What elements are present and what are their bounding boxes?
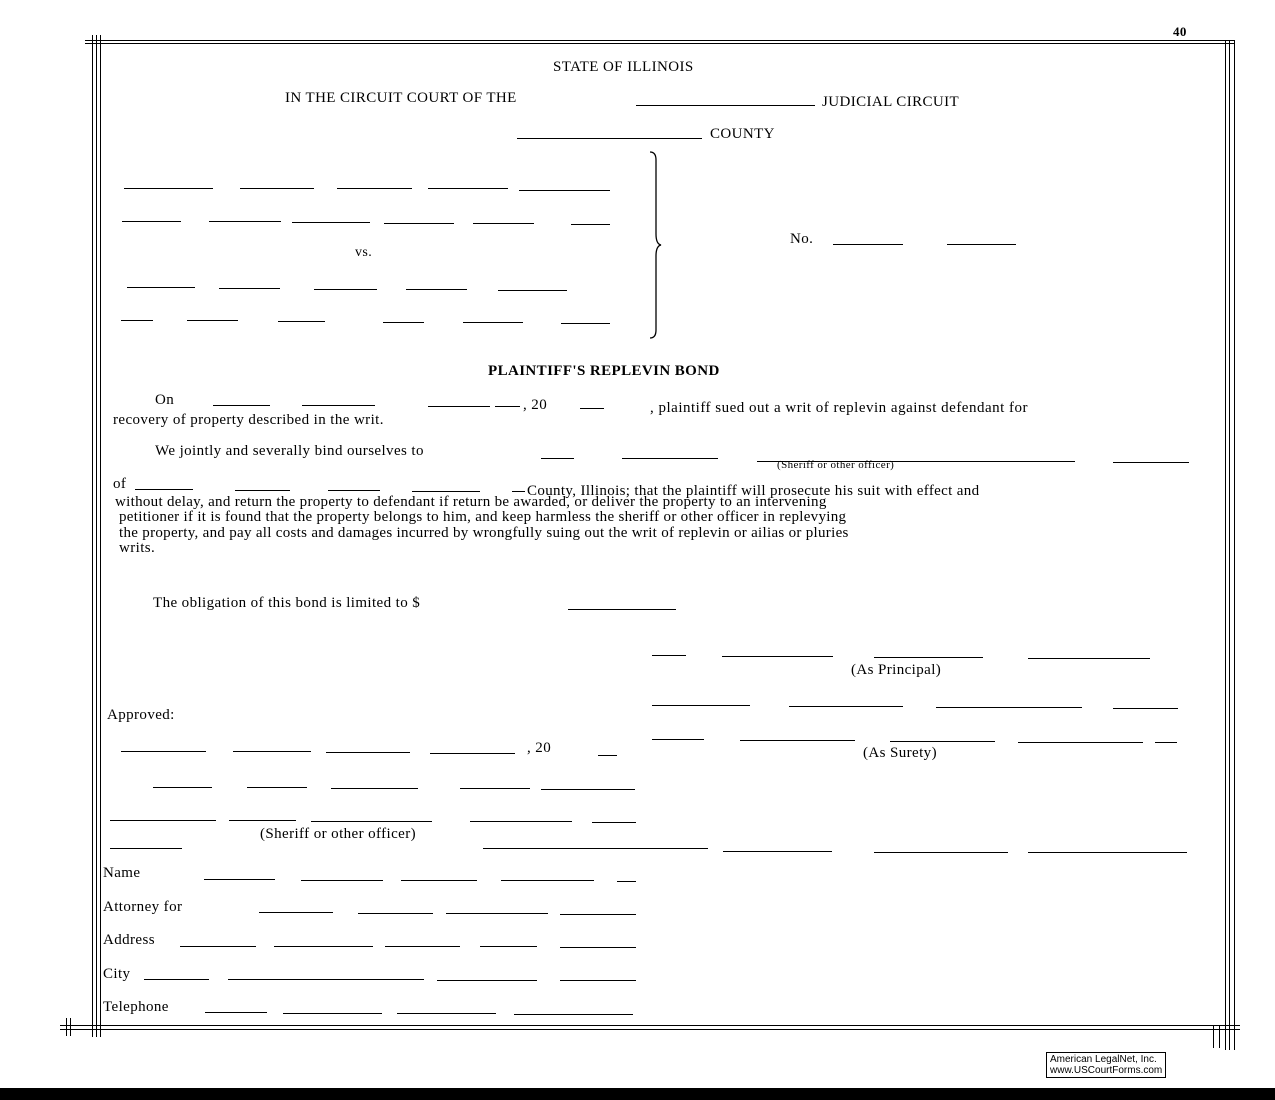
blank-line bbox=[219, 288, 280, 289]
blank-line bbox=[501, 880, 594, 881]
blank-line bbox=[561, 323, 610, 324]
blank-line bbox=[1113, 708, 1178, 709]
blank-line bbox=[122, 221, 181, 222]
blank-line bbox=[135, 489, 193, 490]
city-label: City bbox=[103, 966, 131, 982]
sheriff-signature-caption: (Sheriff or other officer) bbox=[260, 826, 417, 842]
blank-line bbox=[617, 881, 636, 882]
border-rule bbox=[1234, 40, 1235, 1050]
blank-line bbox=[144, 979, 209, 980]
blank-line bbox=[337, 188, 412, 189]
blank-line bbox=[278, 321, 325, 322]
court-suffix: JUDICIAL CIRCUIT bbox=[822, 94, 960, 110]
blank-line bbox=[283, 1013, 382, 1014]
blank-line bbox=[571, 224, 610, 225]
on-label: On bbox=[155, 392, 175, 408]
publisher-url: www.USCourtForms.com bbox=[1050, 1065, 1163, 1076]
blank-line bbox=[541, 458, 574, 459]
blank-line bbox=[622, 458, 718, 459]
document-title: PLAINTIFF'S REPLEVIN BOND bbox=[488, 363, 720, 379]
blank-line bbox=[187, 320, 238, 321]
sued-text: , plaintiff sued out a writ of replevin against defendant for bbox=[650, 400, 1029, 416]
blank-line bbox=[560, 947, 636, 948]
blank-line bbox=[1113, 462, 1189, 463]
condition-line-2: petitioner if it is found that the property belongs to him, and keep harmless the sheriff or other officer in replevying bbox=[119, 509, 847, 525]
blank-line bbox=[652, 655, 686, 656]
blank-line bbox=[228, 979, 424, 980]
blank-line bbox=[446, 913, 548, 914]
blank-line bbox=[598, 755, 617, 756]
border-rule bbox=[1225, 40, 1226, 1050]
county-text: County, Illinois; that the plaintiff will prosecute his suit with effect and bbox=[527, 483, 980, 499]
blank-line bbox=[412, 491, 480, 492]
blank-line bbox=[153, 787, 212, 788]
border-rule bbox=[100, 35, 101, 1037]
blank-line bbox=[560, 914, 636, 915]
state-heading: STATE OF ILLINOIS bbox=[553, 59, 694, 75]
blank-line bbox=[204, 879, 275, 880]
condition-line-1: without delay, and return the property to defendant if return be awarded, or deliver the property to an intervening bbox=[115, 494, 827, 510]
blank-line bbox=[326, 752, 410, 753]
blank-line bbox=[110, 848, 182, 849]
blank-line bbox=[384, 223, 454, 224]
blank-line bbox=[874, 657, 983, 658]
blank-line bbox=[85, 43, 1235, 44]
sheriff-caption: (Sheriff or other officer) bbox=[777, 459, 895, 471]
blank-line bbox=[512, 491, 525, 492]
blank-line bbox=[60, 1025, 1240, 1026]
blank-line bbox=[936, 707, 1082, 708]
blank-line bbox=[358, 913, 433, 914]
blank-line bbox=[498, 290, 567, 291]
blank-line bbox=[301, 880, 383, 881]
blank-line bbox=[331, 788, 418, 789]
border-rule bbox=[1213, 1025, 1214, 1048]
blank-line bbox=[1028, 658, 1150, 659]
name-label: Name bbox=[103, 865, 141, 881]
blank-line bbox=[437, 980, 537, 981]
publisher-credit bbox=[1046, 1052, 1166, 1078]
blank-line bbox=[229, 820, 296, 821]
blank-line bbox=[205, 1012, 267, 1013]
blank-line bbox=[517, 138, 702, 139]
border-rule bbox=[70, 1018, 71, 1036]
county-label: COUNTY bbox=[710, 126, 775, 142]
blank-line bbox=[1028, 852, 1187, 853]
blank-line bbox=[401, 880, 477, 881]
case-number-label: No. bbox=[790, 231, 814, 247]
border-rule bbox=[1229, 40, 1230, 1050]
blank-line bbox=[110, 820, 216, 821]
blank-line bbox=[259, 912, 333, 913]
condition-line-3: the property, and pay all costs and damages incurred by wrongfully suing out the writ of replevin or ailias or pluries bbox=[119, 525, 849, 541]
approved-label: Approved: bbox=[107, 707, 175, 723]
scan-edge-bar bbox=[0, 1088, 1275, 1100]
blank-line bbox=[430, 753, 515, 754]
blank-line bbox=[60, 1029, 1240, 1030]
blank-line bbox=[121, 320, 153, 321]
blank-line bbox=[652, 705, 750, 706]
blank-line bbox=[121, 751, 206, 752]
of-label: of bbox=[113, 476, 127, 492]
blank-line bbox=[463, 322, 523, 323]
blank-line bbox=[85, 40, 1235, 41]
telephone-label: Telephone bbox=[103, 999, 169, 1015]
vs-label: vs. bbox=[355, 245, 373, 260]
blank-line bbox=[460, 788, 530, 789]
blank-line bbox=[652, 739, 704, 740]
blank-line bbox=[385, 946, 460, 947]
blank-line bbox=[592, 822, 636, 823]
blank-line bbox=[383, 322, 424, 323]
blank-line bbox=[328, 490, 380, 491]
blank-line bbox=[302, 405, 375, 406]
blank-line bbox=[514, 1014, 633, 1015]
blank-line bbox=[473, 223, 534, 224]
blank-line bbox=[127, 287, 195, 288]
approval-year-label: , 20 bbox=[527, 740, 552, 756]
blank-line bbox=[240, 188, 314, 189]
border-rule bbox=[92, 35, 93, 1037]
condition-line-4: writs. bbox=[119, 540, 156, 556]
blank-line bbox=[480, 946, 537, 947]
blank-line bbox=[636, 105, 815, 106]
blank-line bbox=[292, 222, 370, 223]
blank-line bbox=[470, 821, 572, 822]
blank-line bbox=[541, 789, 635, 790]
blank-line bbox=[833, 244, 903, 245]
blank-line bbox=[314, 289, 377, 290]
blank-line bbox=[428, 406, 490, 407]
blank-line bbox=[560, 980, 636, 981]
page-number: 40 bbox=[1173, 24, 1187, 39]
blank-line bbox=[890, 741, 995, 742]
blank-line bbox=[568, 609, 676, 610]
blank-line bbox=[180, 946, 256, 947]
blank-line bbox=[1018, 742, 1143, 743]
blank-line bbox=[209, 221, 281, 222]
blank-line bbox=[274, 946, 373, 947]
blank-line bbox=[233, 751, 311, 752]
blank-line bbox=[1155, 742, 1177, 743]
blank-line bbox=[723, 851, 832, 852]
court-prefix: IN THE CIRCUIT COURT OF THE bbox=[285, 90, 517, 106]
blank-line bbox=[483, 848, 708, 849]
obligation-text: The obligation of this bond is limited to $ bbox=[153, 595, 421, 611]
recovery-text: recovery of property described in the writ. bbox=[113, 412, 384, 428]
bind-text: We jointly and severally bind ourselves to bbox=[155, 443, 424, 459]
blank-line bbox=[495, 406, 520, 407]
blank-line bbox=[428, 188, 508, 189]
blank-line bbox=[235, 490, 290, 491]
attorney-for-label: Attorney for bbox=[103, 899, 183, 915]
border-rule bbox=[1219, 1025, 1220, 1048]
publisher-name: American LegalNet, Inc. bbox=[1050, 1054, 1157, 1065]
blank-line bbox=[124, 188, 213, 189]
blank-line bbox=[947, 244, 1016, 245]
blank-line bbox=[789, 706, 903, 707]
blank-line bbox=[580, 408, 604, 409]
border-rule bbox=[96, 35, 97, 1037]
blank-line bbox=[722, 656, 833, 657]
blank-line bbox=[247, 787, 307, 788]
blank-line bbox=[519, 190, 610, 191]
as-principal-caption: (As Principal) bbox=[851, 662, 942, 678]
year-label: , 20 bbox=[523, 397, 548, 413]
blank-line bbox=[740, 740, 855, 741]
caption-brace bbox=[648, 150, 662, 342]
address-label: Address bbox=[103, 932, 155, 948]
blank-line bbox=[213, 405, 270, 406]
blank-line bbox=[406, 289, 467, 290]
border-rule bbox=[66, 1018, 67, 1036]
blank-line bbox=[397, 1013, 496, 1014]
as-surety-caption: (As Surety) bbox=[863, 745, 937, 761]
blank-line bbox=[311, 821, 432, 822]
blank-line bbox=[874, 852, 1008, 853]
